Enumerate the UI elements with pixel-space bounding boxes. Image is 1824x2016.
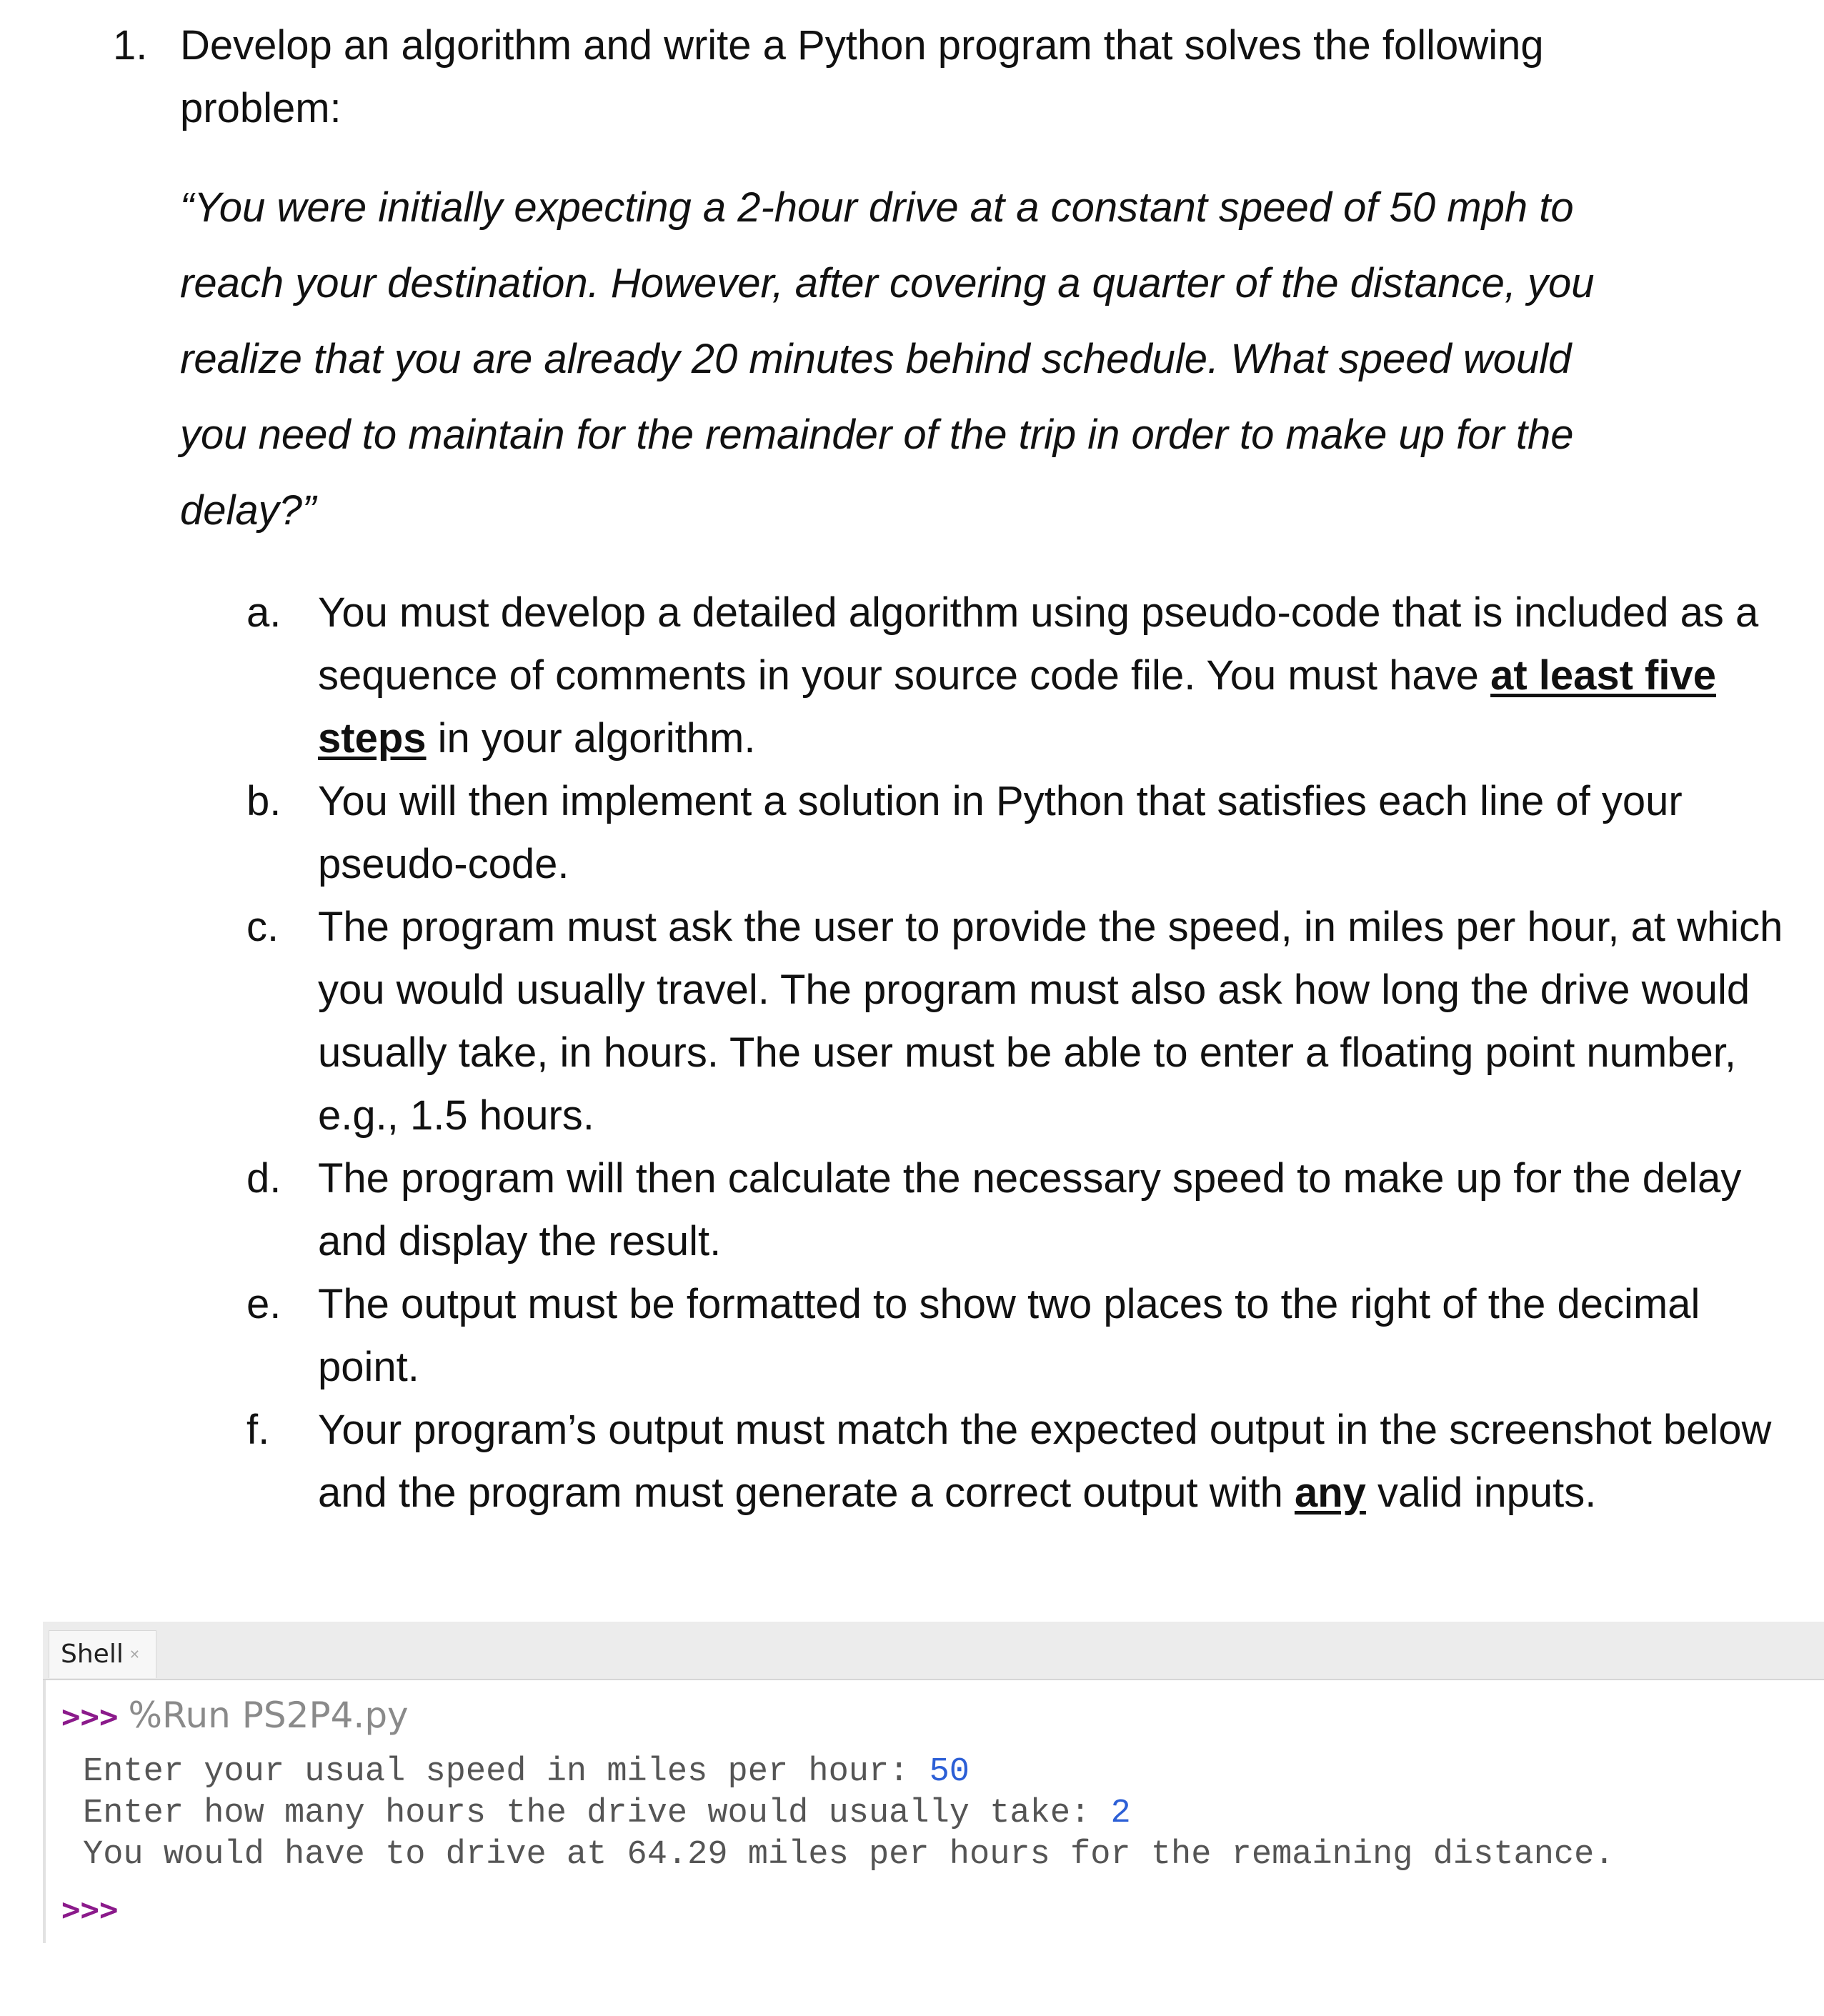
run-command: %Run PS2P4.py bbox=[128, 1695, 409, 1736]
user-input-value: 2 bbox=[1110, 1795, 1131, 1832]
requirement-label: b. bbox=[246, 778, 281, 824]
run-command-line bbox=[61, 1690, 409, 1742]
requirement-text bbox=[318, 582, 1804, 770]
question-intro: Develop an algorithm and write a Python program that solves the following problem: bbox=[180, 22, 1544, 131]
requirement-text: You will then implement a solution in Python that satisfies each line of your pseudo-code. bbox=[318, 778, 1683, 887]
shell-output[interactable] bbox=[43, 1680, 1824, 1943]
requirement-text-part: valid inputs. bbox=[1365, 1469, 1597, 1516]
requirement-text bbox=[318, 1399, 1804, 1525]
requirement-text-part: in your algorithm. bbox=[426, 715, 756, 762]
user-input-value: 50 bbox=[929, 1753, 970, 1791]
output-line bbox=[83, 1752, 970, 1793]
shell-prompt: >>> bbox=[61, 1699, 119, 1735]
emphasis-text: any bbox=[1294, 1469, 1366, 1516]
requirement-text-part: You must develop a detailed algorithm using pseudo-code that is included as a sequence of comments in your source code file. You must have bbox=[318, 589, 1759, 699]
requirement-label: a. bbox=[246, 589, 281, 636]
requirement-label: c. bbox=[246, 904, 279, 950]
question-number: 1. bbox=[113, 22, 148, 69]
requirement-text: The output must be formatted to show two places to the right of the decimal point. bbox=[318, 1281, 1700, 1390]
emphasis-text: at least five steps bbox=[318, 652, 1717, 762]
shell-tab-label: Shell bbox=[61, 1640, 124, 1669]
shell-panel bbox=[43, 1622, 1824, 1943]
output-line bbox=[83, 1793, 1131, 1835]
problem-quote: “You were initially expecting a 2-hour drive at a constant speed of 50 mph to reach your destination. However, after covering a quarter of the distance, you realize that you are already 20 minutes behind schedule. What speed would you need to maintain for the remainder of the trip in order to make up for the delay?” bbox=[180, 184, 1595, 534]
close-icon[interactable]: ✕ bbox=[129, 1647, 140, 1662]
requirement-text-part: Your program’s output must match the expected output in the screenshot below and the program must generate a correct output with bbox=[318, 1407, 1772, 1516]
requirement-text: The program will then calculate the necessary speed to make up for the delay and display the result. bbox=[318, 1155, 1742, 1264]
shell-tab[interactable] bbox=[49, 1630, 156, 1678]
requirement-text: The program must ask the user to provide the speed, in miles per hour, at which you would usually travel. The program must also ask how long the drive would usually take, in hours. The user must be able to enter a floating point number, e.g., 1.5 hours. bbox=[318, 904, 1783, 1139]
requirement-label: e. bbox=[246, 1281, 281, 1327]
output-text: Enter how many hours the drive would usually take: bbox=[83, 1795, 1111, 1832]
shell-tab-bar bbox=[43, 1622, 1824, 1680]
output-line bbox=[83, 1835, 1615, 1876]
requirement-label: f. bbox=[246, 1407, 270, 1453]
shell-prompt[interactable]: >>> bbox=[61, 1892, 119, 1928]
output-text: You would have to drive at 64.29 miles per hours for the remaining distance. bbox=[83, 1836, 1615, 1874]
output-text: Enter your usual speed in miles per hour: bbox=[83, 1753, 930, 1791]
requirement-label: d. bbox=[246, 1155, 281, 1202]
